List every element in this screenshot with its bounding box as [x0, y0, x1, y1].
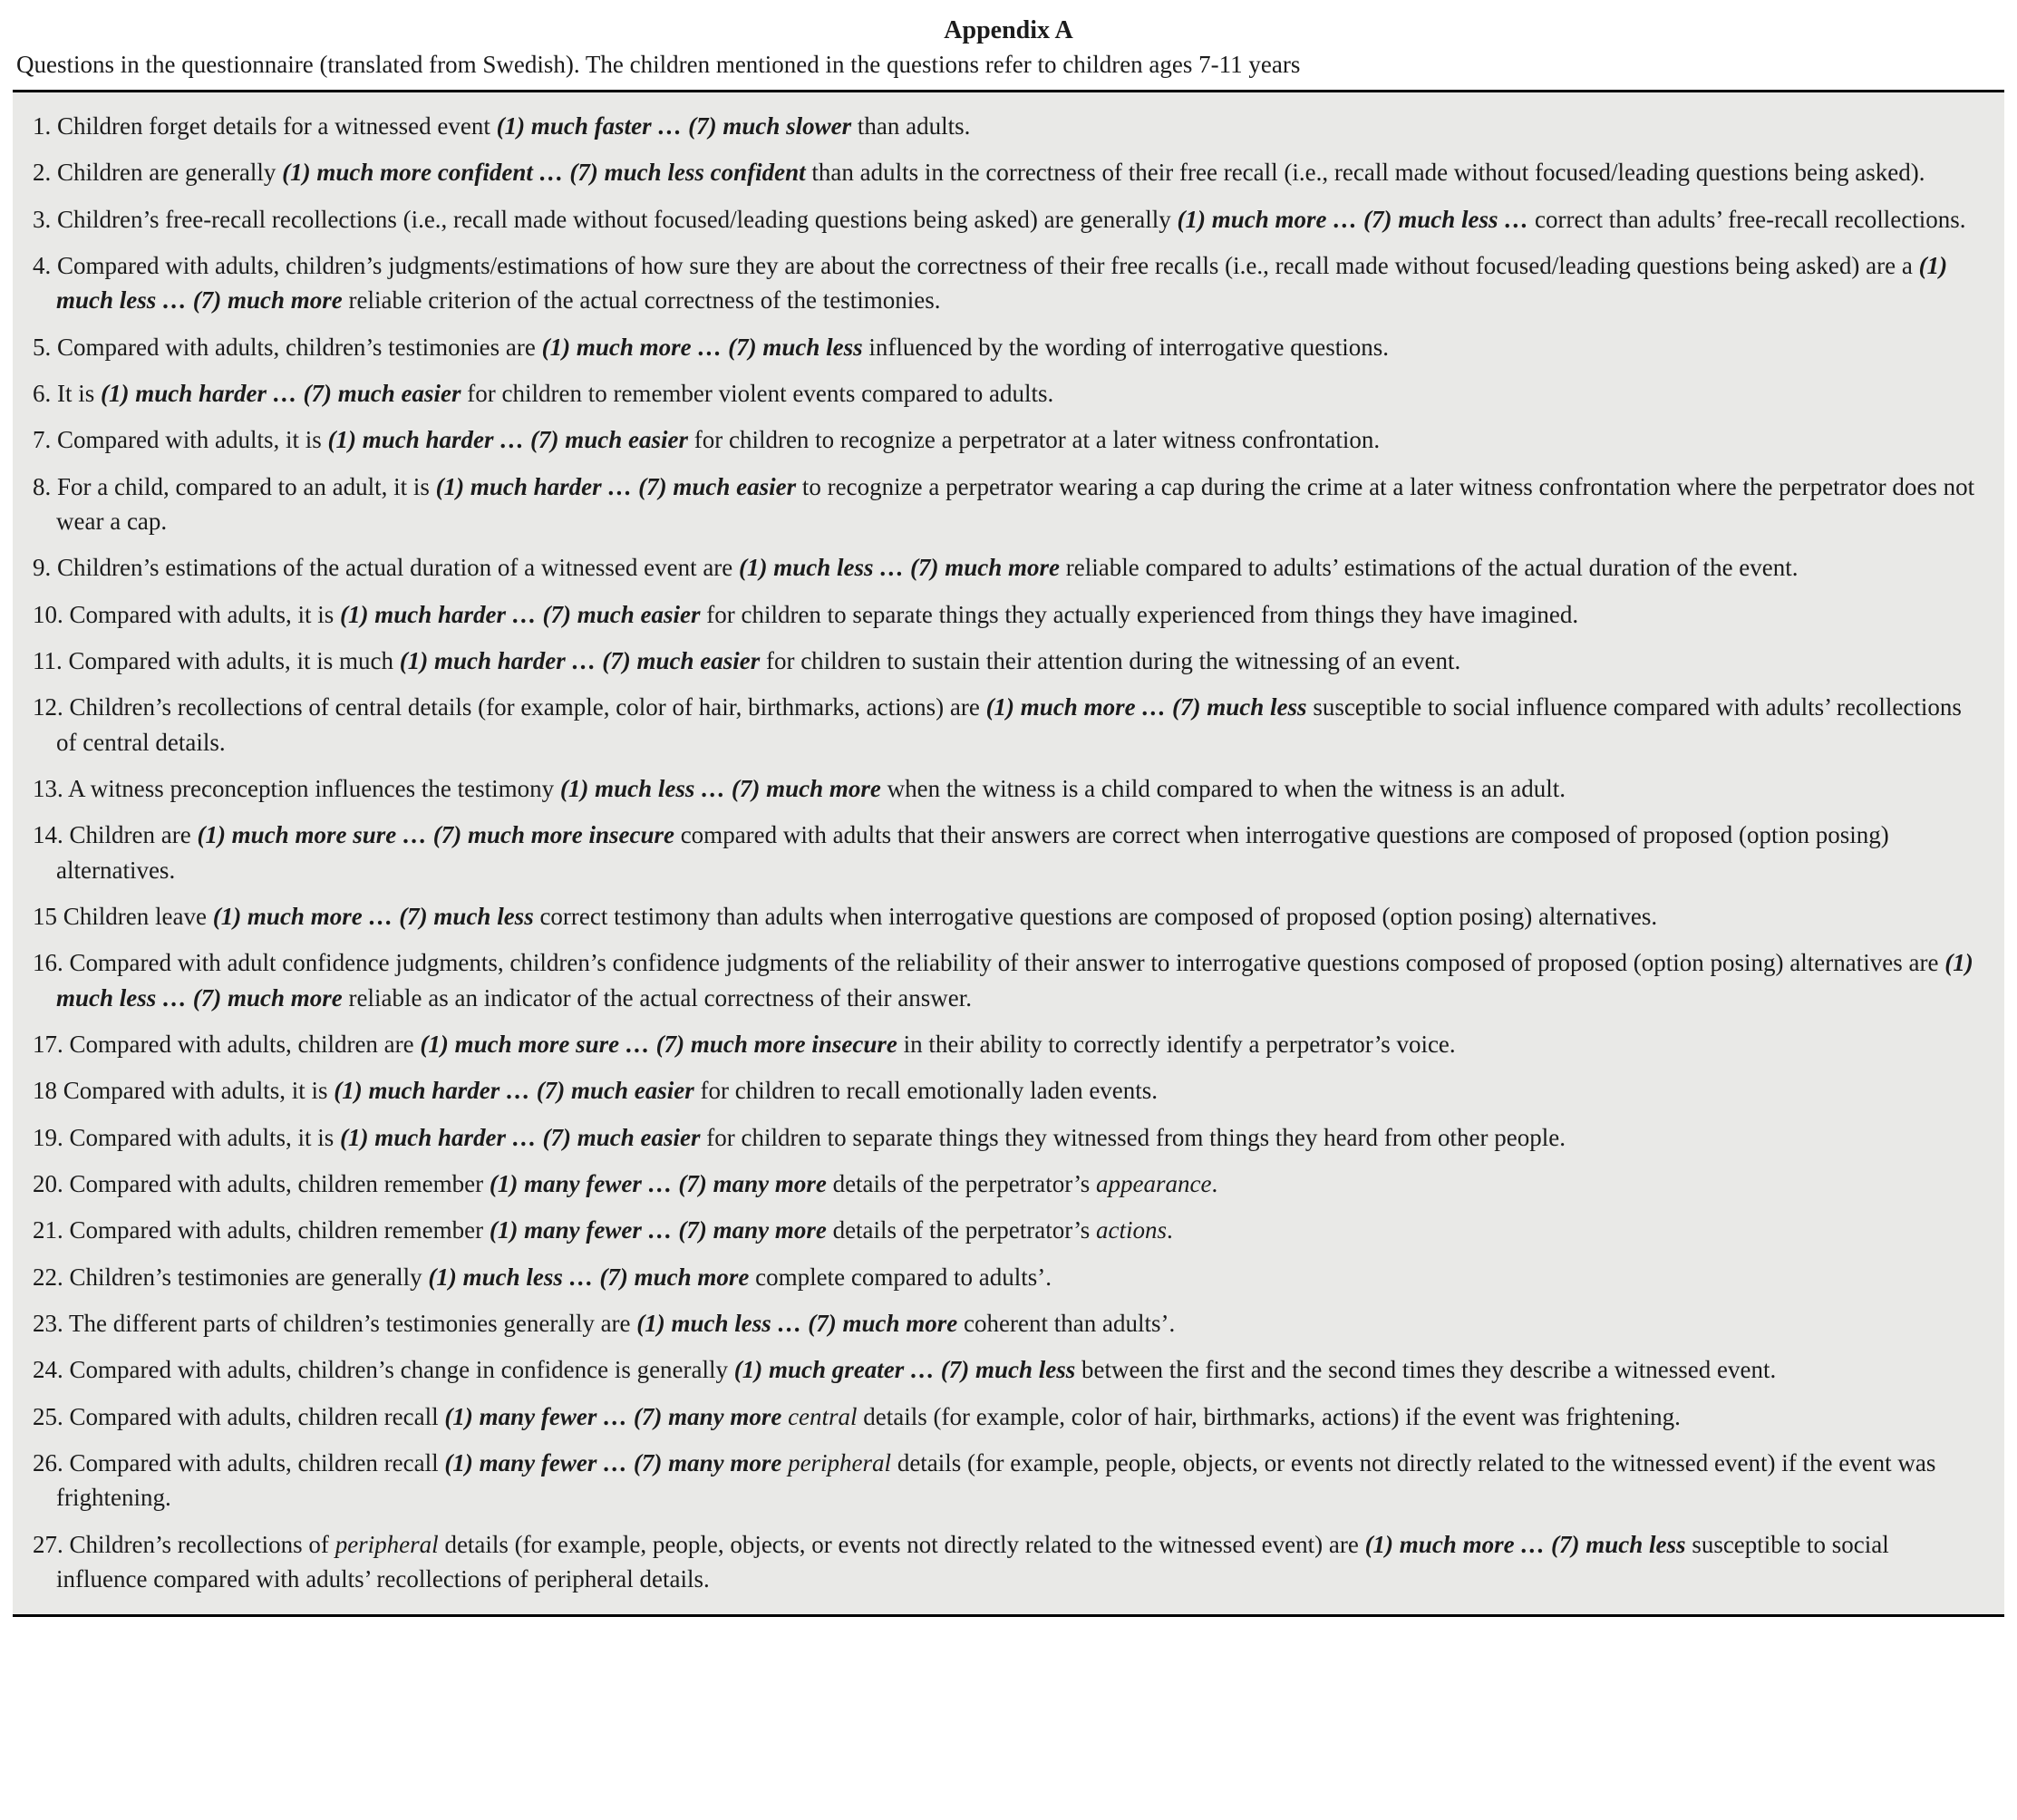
- question-text: influenced by the wording of interrogative questions.: [862, 333, 1389, 361]
- question-text: .: [1166, 1216, 1173, 1244]
- question-text: 14. Children are: [33, 821, 198, 849]
- question-text: 20. Compared with adults, children remember: [33, 1169, 490, 1197]
- scale-anchor-text: (1) much harder … (7) much easier: [327, 426, 688, 454]
- scale-anchor-text: (1) much less … (7) much more: [56, 949, 1973, 1012]
- question-text: 12. Children’s recollections of central details (for example, color of hair, birthmarks, actions) are: [33, 693, 986, 721]
- question-text: correct than adults’ free-recall recollections.: [1528, 205, 1966, 233]
- question-item: [33, 550, 1979, 585]
- scale-anchor-text: (1) much less … (7) much more: [56, 252, 1948, 315]
- question-text: for children to recognize a perpetrator at a later witness confrontation.: [687, 426, 1381, 454]
- question-text: compared with adults that their answers are correct when interrogative questions are composed of proposed (option posing) alternatives.: [56, 821, 1889, 884]
- question-text: 15 Children leave: [33, 903, 213, 930]
- question-text: details of the perpetrator’s: [826, 1216, 1096, 1244]
- scale-anchor-text: (1) much less … (7) much more: [739, 554, 1061, 582]
- question-text: when the witness is a child compared to when the witness is an adult.: [880, 775, 1566, 803]
- question-item: [33, 109, 1979, 143]
- question-text: 26. Compared with adults, children recall: [33, 1448, 445, 1476]
- question-text: 5. Compared with adults, children’s testimonies are: [33, 333, 542, 361]
- question-item: [33, 597, 1979, 632]
- question-item: [33, 899, 1979, 934]
- question-text: details (for example, people, objects, or events not directly related to the witnessed event) are: [438, 1530, 1365, 1558]
- question-item: [33, 1446, 1979, 1515]
- question-item: [33, 945, 1979, 1015]
- question-text: susceptible to social influence compared with adults’ recollections of central details.: [56, 693, 1962, 756]
- scale-anchor-text: (1) many fewer … (7) many more: [489, 1216, 827, 1244]
- question-text: 24. Compared with adults, children’s change in confidence is generally: [33, 1356, 734, 1384]
- scale-anchor-text: (1) much more … (7) much less: [212, 903, 534, 930]
- scale-anchor-text: (1) much less … (7) much more: [559, 775, 881, 803]
- question-item: [33, 330, 1979, 364]
- question-item: [33, 1352, 1979, 1387]
- question-item: [33, 1027, 1979, 1061]
- question-text: 10. Compared with adults, it is: [33, 600, 340, 628]
- scale-anchor-text: (1) many fewer … (7) many more: [489, 1169, 827, 1197]
- question-text: 18 Compared with adults, it is: [33, 1077, 335, 1105]
- question-text: actions: [1095, 1216, 1167, 1244]
- question-item: [33, 1120, 1979, 1155]
- question-item: [33, 818, 1979, 887]
- question-text: complete compared to adults’.: [749, 1263, 1052, 1291]
- question-item: [33, 1399, 1979, 1434]
- question-text: than adults in the correctness of their free recall (i.e., recall made without focused/leading questions being asked).: [805, 159, 1925, 187]
- question-list: [33, 109, 1979, 1596]
- question-item: [33, 1306, 1979, 1341]
- question-text: 1. Children forget details for a witnessed event: [33, 112, 497, 140]
- question-text: between the first and the second times they describe a witnessed event.: [1075, 1356, 1777, 1384]
- question-text: 19. Compared with adults, it is: [33, 1123, 340, 1151]
- question-item: [33, 470, 1979, 539]
- question-text: 13. A witness preconception influences the testimony: [33, 775, 560, 803]
- question-text: 4. Compared with adults, children’s judgments/estimations of how sure they are about the correctness of their free recalls (i.e., recall made without focused/leading questions being asked) are a: [33, 252, 1919, 280]
- question-text: correct testimony than adults when interrogative questions are composed of proposed (option posing) alternatives.: [533, 903, 1658, 930]
- appendix-subtitle: Questions in the questionnaire (translated from Swedish). The children mentioned in the questions refer to children ages 7-11 years: [16, 51, 1301, 78]
- question-item: [33, 644, 1979, 678]
- question-item: [33, 1073, 1979, 1108]
- scale-anchor-text: (1) much more … (7) much less: [985, 693, 1307, 721]
- question-text: reliable compared to adults’ estimations of the actual duration of the event.: [1060, 554, 1799, 582]
- scale-anchor-text: (1) much harder … (7) much easier: [339, 600, 701, 628]
- question-text: 8. For a child, compared to an adult, it is: [33, 472, 436, 500]
- question-text: 25. Compared with adults, children recall: [33, 1402, 445, 1430]
- scale-anchor-text: (1) many fewer … (7) many more: [444, 1448, 782, 1476]
- question-item: [33, 202, 1979, 237]
- question-text: 7. Compared with adults, it is: [33, 426, 328, 454]
- question-text: 22. Children’s testimonies are generally: [33, 1263, 429, 1291]
- question-text: for children to separate things they witnessed from things they heard from other people.: [700, 1123, 1566, 1151]
- appendix-title: Appendix A: [944, 16, 1073, 44]
- question-text: details (for example, color of hair, birthmarks, actions) if the event was frightening.: [857, 1402, 1681, 1430]
- scale-anchor-text: (1) much more … (7) much less …: [1177, 205, 1529, 233]
- question-item: [33, 1167, 1979, 1201]
- question-text: details of the perpetrator’s: [826, 1169, 1096, 1197]
- scale-anchor-text: (1) much less … (7) much more: [636, 1309, 958, 1337]
- scale-anchor-text: (1) much harder … (7) much easier: [101, 380, 461, 408]
- scale-anchor-text: (1) much less … (7) much more: [428, 1263, 750, 1291]
- scale-anchor-text: (1) many fewer … (7) many more: [444, 1402, 782, 1430]
- question-text: for children to separate things they actually experienced from things they have imagined.: [700, 600, 1579, 628]
- scale-anchor-text: (1) much more sure … (7) much more insecure: [197, 821, 674, 849]
- question-item: [33, 422, 1979, 457]
- question-text: 6. It is: [33, 380, 102, 408]
- question-text: appearance: [1095, 1169, 1212, 1197]
- question-text: 16. Compared with adult confidence judgments, children’s confidence judgments of the reliability of their answer to interrogative questions composed of proposed (option posing) alternatives are: [33, 949, 1945, 977]
- scale-anchor-text: (1) much more … (7) much less: [1364, 1530, 1686, 1558]
- question-text: .: [1211, 1169, 1218, 1197]
- question-text: reliable criterion of the actual correctness of the testimonies.: [342, 286, 941, 315]
- scale-anchor-text: (1) much greater … (7) much less: [733, 1356, 1076, 1384]
- questionnaire-box: [13, 90, 2004, 1617]
- question-text: 23. The different parts of children’s testimonies generally are: [33, 1309, 637, 1337]
- question-item: [33, 771, 1979, 806]
- question-text: 9. Children’s estimations of the actual duration of a witnessed event are: [33, 554, 740, 582]
- question-item: [33, 248, 1979, 318]
- question-text: peripheral: [335, 1530, 439, 1558]
- question-text: for children to recall emotionally laden events.: [693, 1077, 1159, 1105]
- question-item: [33, 376, 1979, 411]
- scale-anchor-text: (1) much harder … (7) much easier: [339, 1123, 701, 1151]
- scale-anchor-text: (1) much harder … (7) much easier: [399, 647, 761, 675]
- question-text: 21. Compared with adults, children remember: [33, 1216, 490, 1244]
- question-text: central: [788, 1402, 858, 1430]
- question-text: than adults.: [851, 112, 971, 140]
- scale-anchor-text: (1) much harder … (7) much easier: [435, 472, 797, 500]
- scale-anchor-text: (1) much more confident … (7) much less confident: [282, 159, 806, 187]
- scale-anchor-text: (1) much faster … (7) much slower: [496, 112, 852, 140]
- question-text: in their ability to correctly identify a perpetrator’s voice.: [897, 1030, 1456, 1058]
- question-text: for children to remember violent events compared to adults.: [461, 380, 1054, 408]
- question-text: details (for example, people, objects, or events not directly related to the witnessed event) if the event was frightening.: [56, 1448, 1936, 1512]
- scale-anchor-text: (1) much harder … (7) much easier: [334, 1077, 694, 1105]
- question-item: [33, 690, 1979, 760]
- question-text: for children to sustain their attention during the witnessing of an event.: [760, 647, 1461, 675]
- question-text: coherent than adults’.: [957, 1309, 1176, 1337]
- question-text: reliable as an indicator of the actual correctness of their answer.: [342, 983, 972, 1012]
- question-text: 3. Children’s free-recall recollections (i.e., recall made without focused/leading questions being asked) are generally: [33, 205, 1178, 233]
- question-item: [33, 155, 1979, 189]
- question-text: 17. Compared with adults, children are: [33, 1030, 421, 1058]
- question-text: 27. Children’s recollections of: [33, 1530, 335, 1558]
- question-item: [33, 1213, 1979, 1247]
- question-text: peripheral: [788, 1448, 892, 1476]
- question-text: 11. Compared with adults, it is much: [33, 647, 400, 675]
- question-text: susceptible to social influence compared with adults’ recollections of peripheral details.: [56, 1530, 1889, 1592]
- scale-anchor-text: (1) much more sure … (7) much more insecure: [420, 1030, 897, 1058]
- question-text: to recognize a perpetrator wearing a cap during the crime at a later witness confrontation where the perpetrator does not wear a cap.: [56, 472, 1975, 536]
- question-item: [33, 1527, 1979, 1597]
- question-text: 2. Children are generally: [33, 159, 283, 187]
- scale-anchor-text: (1) much more … (7) much less: [541, 333, 863, 361]
- question-item: [33, 1260, 1979, 1294]
